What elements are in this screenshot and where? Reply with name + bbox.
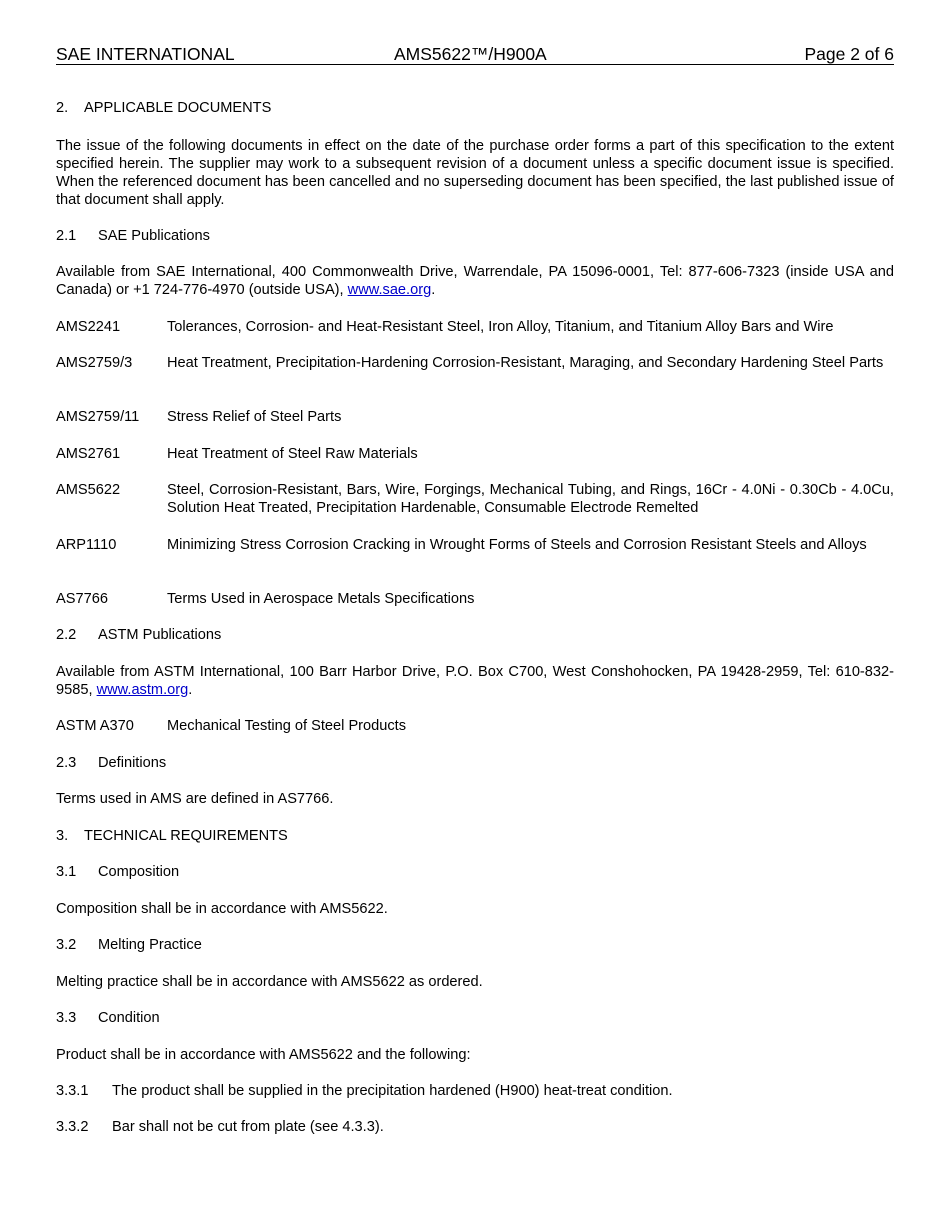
section-2-1-heading: 2.1 SAE Publications [56, 228, 210, 244]
section-2-2-heading: 2.2 ASTM Publications [56, 627, 222, 643]
section-2-3-heading: 2.3 Definitions [56, 755, 167, 771]
header-org: SAE INTERNATIONAL [56, 44, 235, 64]
section-3-3-1: 3.3.1 The product shall be supplied in the precipitation hardened (H900) heat-treat condition. [56, 1083, 673, 1099]
section-2-body: The issue of the following documents in effect on the date of the purchase order forms a part of this specification to the extent specified herein. The supplier may work to a subsequent revision of a document unless a specific document issue is specified. When the referenced document has been cancelled and no superseding document has been specified, the last published issue of that document shall apply. [56, 138, 894, 208]
section-3-2-body: Melting practice shall be in accordance with AMS5622 as ordered. [56, 974, 483, 990]
section-3-3-2: 3.3.2 Bar shall not be cut from plate (see 4.3.3). [56, 1119, 384, 1135]
doc-list-item: AS7766 Terms Used in Aerospace Metals Specifications [56, 591, 475, 607]
section-2-1-body: Available from SAE International, 400 Commonwealth Drive, Warrendale, PA 15096-0001, Tel: 877-606-7323 (inside USA and Canada) or +1 724-776-4970 (outside USA), www.sae.org. [56, 264, 894, 298]
doc-list-item: AMS2759/3 Heat Treatment, Precipitation-Hardening Corrosion-Resistant, Maraging, and Secondary Hardening Steel Parts [56, 355, 884, 371]
doc-list-item: ARP1110 Minimizing Stress Corrosion Cracking in Wrought Forms of Steels and Corrosion Resistant Steels and Alloys [56, 537, 867, 553]
doc-list-item: ASTM A370 Mechanical Testing of Steel Products [56, 718, 407, 734]
section-3-2-heading: 3.2 Melting Practice [56, 937, 202, 953]
header-doc-id: AMS5622™/H900A [394, 44, 547, 64]
doc-list-item: AMS2761 Heat Treatment of Steel Raw Materials [56, 446, 418, 462]
header-page-number: Page 2 of 6 [804, 44, 894, 64]
astm-website-link[interactable]: www.astm.org [96, 682, 189, 698]
section-3-3-body: Product shall be in accordance with AMS5622 and the following: [56, 1047, 471, 1063]
section-3-heading: 3. TECHNICAL REQUIREMENTS [56, 828, 288, 844]
section-3-1-heading: 3.1 Composition [56, 864, 180, 880]
doc-list-item: AMS5622 Steel, Corrosion-Resistant, Bars, Wire, Forgings, Mechanical Tubing, and Rings, 16Cr - 4.0Ni - 0.30Cb - 4.0Cu, Solution Heat Treated, Precipitation Hardenable, Consumable Electrode Remelted [56, 482, 894, 516]
section-3-3-heading: 3.3 Condition [56, 1010, 160, 1026]
page-header [56, 44, 894, 65]
doc-list-item: AMS2759/11 Stress Relief of Steel Parts [56, 409, 342, 425]
section-2-2-body: Available from ASTM International, 100 Barr Harbor Drive, P.O. Box C700, West Conshohocken, PA 19428-2959, Tel: 610-832-9585, www.astm.org. [56, 664, 894, 698]
section-2-3-body: Terms used in AMS are defined in AS7766. [56, 791, 334, 807]
doc-list-item: AMS2241 Tolerances, Corrosion- and Heat-Resistant Steel, Iron Alloy, Titanium, and Titanium Alloy Bars and Wire [56, 319, 834, 335]
section-2-heading: 2. APPLICABLE DOCUMENTS [56, 100, 272, 116]
sae-website-link[interactable]: www.sae.org [347, 282, 432, 298]
section-3-1-body: Composition shall be in accordance with AMS5622. [56, 901, 388, 917]
